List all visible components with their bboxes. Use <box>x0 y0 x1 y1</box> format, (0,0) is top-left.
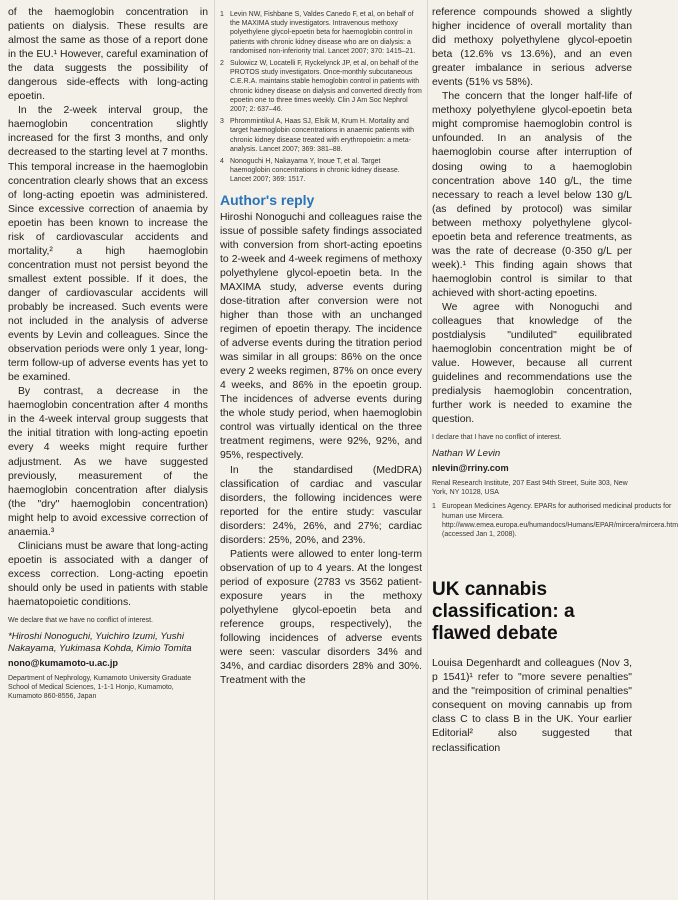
reference-text: Sulowicz W, Locatelli F, Ryckelynck JP, et al, on behalf of the PROTOS study investigators. Once-monthly subcutaneous C.E.R.A. maintains stable hemoglobin control in patients with chronic kidney disease on dialysis and converted directly from epoetin one to three times weekly. Clin J Am Soc Nephrol 2007; 2: 637–46. <box>230 60 422 114</box>
column-middle <box>220 6 422 688</box>
reference-text: European Medicines Agency. EPARs for authorised medicinal products for human use Mircera. http://www.emea.europa.eu/humandocs/Humans/EPAR/mircera/mircera.htm (accessed Jan 1, 2008). <box>442 503 678 539</box>
column-right <box>432 6 678 756</box>
letter-authors: *Hiroshi Nonoguchi, Yuichiro Izumi, Yushi Nakayama, Yukimasa Kohda, Kimio Tomita <box>8 631 192 655</box>
reference-text: Phrommintikul A, Haas SJ, Elsik M, Krum H. Mortality and target haemoglobin concentrations in anaemic patients with chronic kidney disease treated with erythropoietin: a meta-analysis. Lancet 2007; 369: 381–88. <box>230 118 415 153</box>
column-divider <box>214 0 215 900</box>
conflict-declaration: I declare that I have no conflict of interest. <box>432 434 562 442</box>
reference-text: Nonoguchi H, Nakayama Y, Inoue T, et al. Target haemoglobin concentrations in chronic kidney disease. Lancet 2007; 369: 1517. <box>230 158 400 184</box>
reference-item <box>220 10 422 56</box>
author-email-link[interactable]: nono@kumamoto-u.ac.jp <box>8 658 119 669</box>
article-heading: UK cannabis classification: a flawed debate <box>432 579 575 645</box>
reference-list <box>220 10 422 185</box>
body-paragraph: Patients were allowed to enter long-term observation of up to 4 years. At the longest period of exposure (2783 vs 3562 patient-exposure years in the methoxy polyethylene glycol-epoetin beta and reference groups, respectively), the following incidences of adverse events were seen: vascular disorders 34% and 34%, and cardiac disorders 28% and 30%. Treatment with the <box>220 548 422 687</box>
reference-item <box>220 117 422 154</box>
body-paragraph: In the 2-week interval group, the haemoglobin concentration slightly increased for the first 3 months, and only decreased to the starting level at 7 months. This temporal increase in the haemoglobin concentration clearly shows that an excess of long-acting epoetin was administered. Since excessive correction of anaemia by epoetin has been known to increase the risk of cardiovascular accidents and mortality,² a high haemoglobin concentration must not persist beyond the smallest extent possible. If it does, the danger of cardiovascular accidents will probably be increased. Such events were not included in the analysis of adverse events by Levin and colleagues. Since the observation periods were only 1 year, long-term follow-up of adverse events has yet to be examined. <box>8 105 208 384</box>
reference-item <box>432 502 678 539</box>
conflict-declaration: We declare that we have no conflict of interest. <box>8 617 154 625</box>
body-paragraph: of the haemoglobin concentration in patients on dialysis. These results are almost the same as those of a report done in the EU.¹ However, careful examination of the data suggests the possibility of dangerous side-effects with long-acting epoetin. <box>8 7 208 103</box>
body-paragraph: Hiroshi Nonoguchi and colleagues raise the issue of possible safety findings associated with conversion from short-acting epoetins to 2-week and 4-week regimens of methoxy polyethylene glycol-epoetin beta. In the MAXIMA study, adverse events during dose-titration after conversion were not higher than those with an unchanged regimen of epoetin therapy. The incidence of adverse events during the titration period was similar in all groups: 86% on the once every 2 weeks regimen, 87% on once every 4 weeks, and 86% in the epoetin group. The incidences of adverse events during the whole study period, when haemoglobin control was virtually identical on the three treatment regimens, were 92%, 92%, and 95%, respectively. <box>220 211 422 462</box>
body-paragraph: We agree with Nonoguchi and colleagues that knowledge of the postdialysis "undiluted" equilibrated haemoglobin concentration might be of value. However, because all current guidelines and recommendations use the predialysis haemoglobin concentration, further work is needed to examine the question. <box>432 301 632 426</box>
reference-number: 3 <box>220 118 224 126</box>
letter-author: Nathan W Levin <box>432 448 501 460</box>
reference-text: Levin NW, Fishbane S, Valdes Canedo F, et al, on behalf of the MAXIMA study investigators. Intravenous methoxy polyethylene glycol-epoetin beta for haemoglobin control in patients with chronic kidney disease who are on dialysis: a randomised non-inferiority trial. Lancet 2007; 370: 1415–21. <box>230 11 416 55</box>
reference-number: 1 <box>220 11 224 18</box>
reference-number: 4 <box>220 158 224 166</box>
column-left <box>8 6 208 706</box>
author-affiliation: Department of Nephrology, Kumamoto University Graduate School of Medical Sciences, 1-1-1 Honjo, Kumamoto, Kumamoto 860-8556, Japan <box>8 675 192 701</box>
reference-item <box>220 157 422 185</box>
reference-number: 2 <box>220 60 224 68</box>
column-divider <box>427 0 428 900</box>
author-email-link[interactable]: nlevin@rriny.com <box>432 463 509 474</box>
author-affiliation: Renal Research Institute, 207 East 94th Street, Suite 303, New York, NY 10128, USA <box>432 480 628 497</box>
body-paragraph: reference compounds showed a slightly higher incidence of overall mortality than did methoxy polyethylene glycol-epoetin beta (12.6% vs 13.6%), and an even greater imbalance in serious adverse events (51% vs 58%). <box>432 7 632 89</box>
body-paragraph: Clinicians must be aware that long-acting epoetin is associated with a danger of excess correction. Long-acting epoetin should only be used in patients with stable haematopoietic conditions. <box>8 540 208 608</box>
body-paragraph: The concern that the longer half-life of methoxy polyethylene glycol-epoetin beta might compromise haemoglobin control is unfounded. In an analysis of the haemoglobin course after interruption of dosing owing to a haemoglobin concentration above 140 g/L, the time necessary to reach a level below 130 g/L (as defined by protocol) was similar between methoxy polyethylene glycol-epoetin beta and reference treatments, as was the rate of decrease (0·350 g/L per week).¹ This finding again shows that haemoglobin control is similar to that achieved with short-acting epoetins. <box>432 91 632 299</box>
reference-item <box>220 59 422 114</box>
body-paragraph: By contrast, a decrease in the haemoglobin concentration after 4 months in the 4-week interval group suggests that the initial titration with long-acting epoetin every 4 weeks might require further adjustment. As we have suggested previously, measurement of the haemoglobin concentration after dialysis (the "dry" haemoglobin concentration) might help to avoid excessive correction of anaemia.³ <box>8 386 208 538</box>
body-paragraph: Louisa Degenhardt and colleagues (Nov 3, p 1541)¹ refer to "more severe penalties" and the "reimposition of criminal penalties" consequent on moving cannabis up from class C to class B in the UK. Your earlier Editorial² also suggested that reclassification <box>432 658 632 754</box>
section-heading: Author's reply <box>220 191 315 208</box>
reference-number: 1 <box>432 503 436 511</box>
body-paragraph: In the standardised (MedDRA) classification of cardiac and vascular disorders, the following incidences were reported for the entire study: vascular disorders: 24%, 26%, and 27%; cardiac disorders: 25%, 20%, and 23%. <box>220 464 422 546</box>
